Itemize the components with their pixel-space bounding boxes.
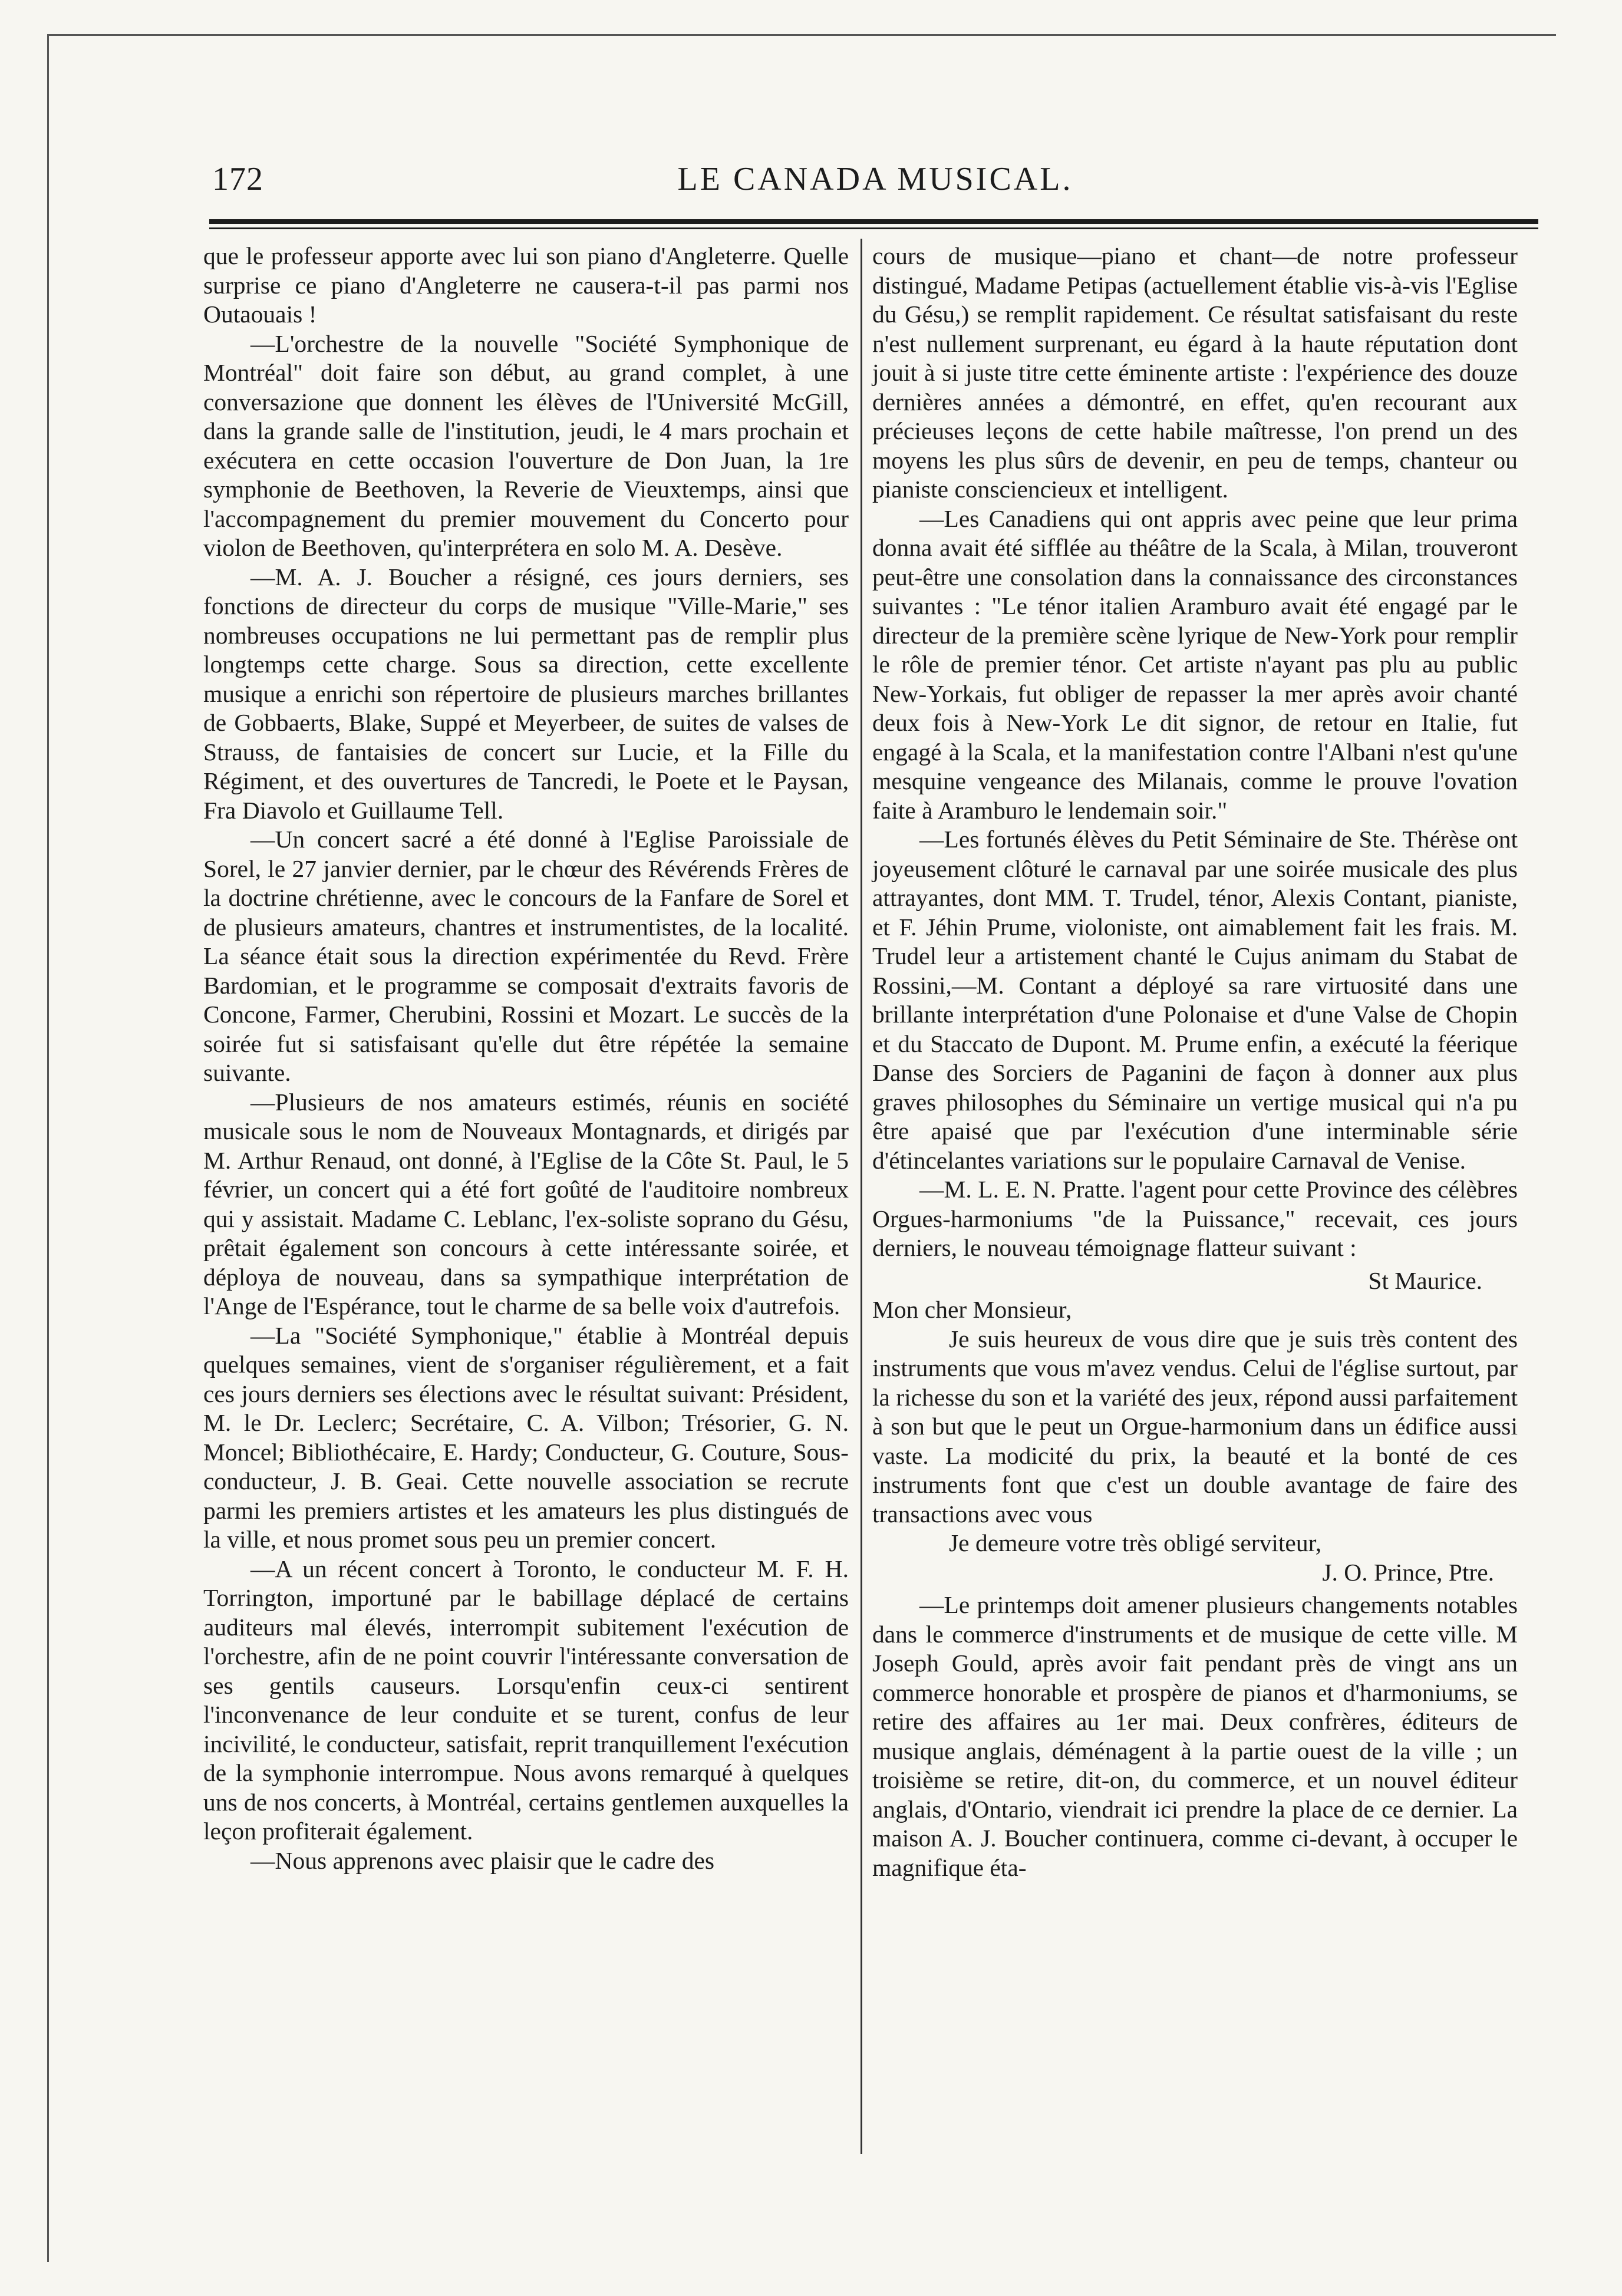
left-column [203, 242, 849, 1875]
page-header [212, 154, 1538, 207]
article-paragraph: que le professeur apporte avec lui son piano d'Angleterre. Quelle surprise ce piano d'Angleterre ne causera-t-il pas parmi nos Outaouais ! [203, 242, 849, 328]
header-rule-thin [209, 227, 1538, 229]
page-edge-left [47, 34, 49, 2262]
page-edge-top [47, 34, 1556, 36]
article-paragraph: —Les Canadiens qui ont appris avec peine que leur prima donna avait été sifflée au théâtre de la Scala, à Milan, trouveront peut-être une consolation dans la connaissance des circonstances suivantes : "Le ténor italien Aramburo avait été engagé par le directeur de la première scène lyrique de New-York pour remplir le rôle de premier ténor. Cet artiste n'ayant pas plu au public New-Yorkais, fut obliger de repasser la mer après avoir chanté deux fois à New-York Le dit signor, de retour en Italie, fut engagé à la Scala, et la manifestation contre l'Albani n'est qu'une mesquine vengeance des Milanais, comme le prouve l'ovation faite à Aramburo le lendemain soir." [872, 504, 1518, 824]
letter-body: Je suis heureux de vous dire que je suis très content des instruments que vous m'avez vendus. Celui de l'église surtout, par la richesse du son et la variété des jeux, répond aussi parfaitement à son but que le peut un Orgue-harmonium dans un édifice aussi vaste. La modicité du prix, la beauté et la bonté de ces instruments font que c'est un double avantage de faire des transactions avec vous [872, 1325, 1518, 1528]
article-paragraph: —L'orchestre de la nouvelle "Société Symphonique de Montréal" doit faire son début, au grand complet, à une conversazione que donnent les élèves de l'Université McGill, dans la grande salle de l'institution, jeudi, le 4 mars prochain et exécutera en cette occasion l'ouverture de Don Juan, la 1re symphonie de Beethoven, la Reverie de Vieuxtemps, ainsi que l'accompagnement du premier mouvement du Concerto pour violon de Beethoven, qu'interprétera en solo M. A. Desève. [203, 329, 849, 561]
column-divider [861, 239, 862, 2154]
article-paragraph: —M. L. E. N. Pratte. l'agent pour cette Province des célèbres Orgues-harmoniums "de la Puissance," recevait, ces jours derniers, le nouveau témoignage flatteur suivant : [872, 1176, 1518, 1261]
article-paragraph: —Un concert sacré a été donné à l'Eglise Paroissiale de Sorel, le 27 janvier dernier, par le chœur des Révérends Frères de la doctrine chrétienne, avec le concours de la Fanfare de Sorel et de plusieurs amateurs, chantres et instrumentistes, de la localité. La séance était sous la direction expérimentée du Revd. Frère Bardomian, et le programme se composait d'extraits favoris de Concone, Farmer, Cherubini, Rossini et Mozart. Le succès de la soirée fut si satisfaisant qu'elle dut être répétée la semaine suivante. [203, 826, 849, 1086]
letter-signature: J. O. Prince, Ptre. [1322, 1558, 1494, 1586]
article-paragraph: —Nous apprenons avec plaisir que le cadre des [250, 1846, 715, 1874]
article-paragraph: —Plusieurs de nos amateurs estimés, réunis en société musicale sous le nom de Nouveaux Montagnards, et dirigés par M. Arthur Renaud, ont donné, à l'Eglise de la Côte St. Paul, le 5 février, un concert qui a été fort goûté de l'auditoire nombreux qui y assistait. Madame C. Leblanc, l'ex-soliste soprano du Gésu, prêtait également son concours à cette intéressante soirée, et déploya de nouveau, dans sa sympathique interprétation de l'Ange de l'Espérance, tout le charme de sa belle voix d'autrefois. [203, 1088, 849, 1319]
article-paragraph: —A un récent concert à Toronto, le conducteur M. F. H. Torrington, importuné par le babillage déplacé de certains auditeurs mal élevés, interrompit subitement l'exécution de l'orchestre, afin de ne point couvrir l'intéressante conversation de ses gentils causeurs. Lorsqu'enfin ceux-ci sentirent l'inconvenance de leur conduite et se turent, confus de leur incivilité, le conducteur, satisfait, reprit tranquillement l'exécution de la symphonie interrompue. Nous avons remarqué à quelques uns de nos concerts, à Montréal, certains gentlemen auxquelles la leçon profiterait également. [203, 1555, 849, 1845]
letter-salutation: Mon cher Monsieur, [872, 1296, 1072, 1323]
letter-closing: Je demeure votre très obligé serviteur, [949, 1529, 1322, 1556]
article-paragraph: —M. A. J. Boucher a résigné, ces jours derniers, ses fonctions de directeur du corps de musique "Ville-Marie," ses nombreuses occupations ne lui permettant pas de remplir plus longtemps cette charge. Sous sa direction, cette excellente musique a enrichi son répertoire de plusieurs marches brillantes de Gobbaerts, Blake, Suppé et Meyerbeer, de suites de valses de Strauss, de fantaisies de concert sur Lucie, et la Fille du Régiment, et des ouvertures de Tancredi, le Poete et le Paysan, Fra Diavolo et Guillaume Tell. [203, 563, 849, 824]
page-number: 172 [212, 161, 263, 197]
letter-place: St Maurice. [1368, 1266, 1482, 1294]
article-paragraph: —La "Société Symphonique," établie à Montréal depuis quelques semaines, vient de s'organiser régulièrement, et a fait ces jours derniers ses élections avec le résultat suivant: Président, M. le Dr. Leclerc; Secrétaire, C. A. Vilbon; Trésorier, G. N. Moncel; Bibliothécaire, E. Hardy; Conducteur, G. Couture, Sous-conducteur, J. B. Geai. Cette nouvelle association se recrute parmi les premiers artistes et les amateurs les plus distingués de la ville, et nous promet sous peu un premier concert. [203, 1321, 849, 1553]
article-paragraph: —Le printemps doit amener plusieurs changements notables dans le commerce d'instruments et de musique de cette ville. M Joseph Gould, après avoir fait pendant près de vingt ans un commerce honorable et prospère de pianos et d'harmoniums, se retire des affaires au 1er mai. Deux confrères, éditeurs de musique anglais, déménagent à la partie ouest de la ville ; un troisième se retire, dit-on, du commerce, et un nouvel éditeur anglais, d'Ontario, viendrait ici prendre la place de ce dernier. La maison A. J. Boucher continuera, comme ci-devant, à occuper le magnifique éta- [872, 1591, 1518, 1881]
journal-title: LE CANADA MUSICAL. [677, 161, 1073, 197]
article-paragraph: cours de musique—piano et chant—de notre professeur distingué, Madame Petipas (actuellement établie vis-à-vis l'Eglise du Gésu,) se remplit rapidement. Ce résultat satisfaisant du reste n'est nullement surprenant, eu égard à la haute réputation dont jouit à si juste titre cette éminente artiste : l'expérience des douze dernières années a démontré, en effet, qu'en recourant aux précieuses leçons de cette habile maîtresse, l'on prend un des moyens les plus sûrs de devenir, en peu de temps, chanteur ou pianiste consciencieux et intelligent. [872, 242, 1518, 503]
right-column [872, 242, 1518, 1882]
article-paragraph: —Les fortunés élèves du Petit Séminaire de Ste. Thérèse ont joyeusement clôturé le carnaval par une soirée musicale des plus attrayantes, dont MM. T. Trudel, ténor, Alexis Contant, pianiste, et F. Jéhin Prume, violoniste, ont aimablement fait les frais. M. Trudel leur a artistement chanté le Cujus animam du Stabat de Rossini,—M. Contant a déployé sa rare virtuosité dans une brillante interprétation d'une Polonaise et d'une Valse de Chopin et du Staccato de Dupont. M. Prume enfin, a exécuté la féerique Danse des Sorciers de Paganini de façon à donner aux plus graves philosophes du Séminaire un vertige musical qui n'a pu être apaisé que par l'exécution d'une interminable série d'étincelantes variations sur le populaire Carnaval de Venise. [872, 826, 1518, 1174]
header-rule-thick [209, 219, 1538, 224]
